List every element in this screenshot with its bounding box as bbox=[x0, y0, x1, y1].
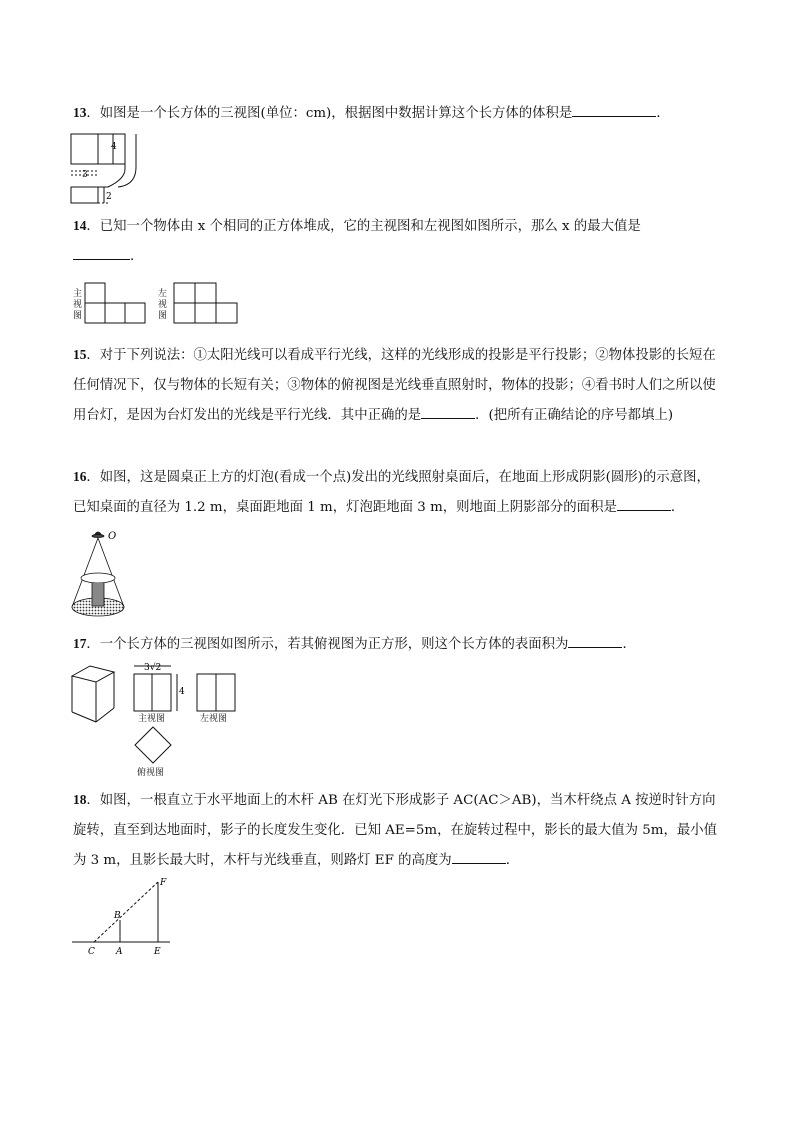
question-number: 14 bbox=[73, 218, 87, 233]
question-number: 13 bbox=[73, 105, 87, 120]
question-number: 15 bbox=[73, 347, 87, 362]
answer-blank[interactable] bbox=[452, 849, 506, 864]
question-text: ．如图，一根直立于水平地面上的木杆 AB 在灯光下形成影子 AC(AC＞AB)，当木杆绕点 A 按逆时针方向旋转，直至到达地面时，影子的长度发生变化．已知 AE=5m，在旋转过程中，影长的最大值为 5m，最小值为 3 m，且影长最大时，木杆与光线垂直，则路灯 EF 的高度为 bbox=[73, 793, 718, 868]
question-end: ． bbox=[622, 637, 636, 652]
question-end: ． bbox=[656, 106, 670, 121]
q17-left-view bbox=[196, 673, 238, 713]
left-view-label: 左视图 bbox=[158, 289, 168, 321]
label-F: F bbox=[160, 878, 167, 888]
question-number: 16 bbox=[73, 469, 87, 484]
question-end: ． bbox=[130, 249, 144, 264]
question-text: ．如图是一个长方体的三视图(单位：cm)，根据图中数据计算这个长方体的体积是 bbox=[86, 106, 573, 121]
front-view-label: 主视图 bbox=[138, 714, 166, 724]
label-C: C bbox=[88, 947, 95, 957]
question-number: 17 bbox=[73, 636, 87, 651]
label-B: B bbox=[114, 911, 121, 921]
answer-blank[interactable] bbox=[73, 245, 130, 260]
dim-width: 3√2 bbox=[144, 663, 162, 673]
dim-right: 2 bbox=[106, 192, 112, 202]
question-14 bbox=[73, 211, 723, 272]
question-text: ．已知一个物体由 x 个相同的正方体堆成，它的主视图和左视图如图所示，那么 x 的最大值是 bbox=[86, 219, 641, 234]
q14-left-view bbox=[173, 282, 239, 324]
question-16 bbox=[73, 462, 723, 523]
q17-top-view bbox=[133, 725, 175, 767]
top-view-label: 俯视图 bbox=[137, 768, 165, 778]
q17-cuboid bbox=[70, 664, 118, 726]
question-text: ．如图，这是圆桌正上方的灯泡(看成一个点)发出的光线照射桌面后，在地面上形成阴影(圆形)的示意图，已知桌面的直径为 1.2 m，桌面距地面 1 m，灯泡距地面 3 m，则地面上阴影部分的面积是 bbox=[73, 470, 710, 515]
q16-lamp-table-figure bbox=[70, 528, 130, 620]
q17-front-view bbox=[133, 662, 193, 712]
dim-height: 4 bbox=[179, 687, 185, 697]
question-text: ．对于下列说法：①太阳光线可以看成平行光线，这样的光线形成的投影是平行投影；②物体投影的长短在任何情况下，仅与物体的长短有关；③物体的俯视图是光线垂直照射时，物体的投影；④看书时人们之所以使用台灯，是因为台灯发出的光线是平行光线．其中正确的是 bbox=[73, 348, 716, 423]
left-view-label: 左视图 bbox=[200, 714, 228, 724]
answer-blank[interactable] bbox=[572, 102, 656, 117]
front-view-label: 主视图 bbox=[73, 289, 83, 321]
point-O: O bbox=[108, 531, 117, 542]
question-17 bbox=[73, 629, 723, 660]
question-end: ． bbox=[670, 500, 685, 515]
q18-pole-shadow-figure bbox=[70, 876, 180, 958]
question-text: ．一个长方体的三视图如图所示，若其俯视图为正方形，则这个长方体的表面积为 bbox=[86, 637, 569, 652]
dim-top: 4 bbox=[111, 142, 117, 152]
question-end: ．(把所有正确结论的序号都填上) bbox=[475, 408, 674, 423]
answer-blank[interactable] bbox=[421, 404, 475, 419]
q14-front-view bbox=[84, 282, 148, 324]
question-13 bbox=[73, 98, 723, 129]
label-A: A bbox=[116, 947, 123, 957]
question-18 bbox=[73, 785, 723, 876]
question-15 bbox=[73, 340, 723, 431]
label-E: E bbox=[154, 947, 161, 957]
dim-left: 3 bbox=[82, 170, 88, 180]
question-end: ． bbox=[505, 853, 520, 868]
q13-three-view-figure bbox=[70, 133, 145, 205]
answer-blank[interactable] bbox=[617, 496, 671, 511]
question-number: 18 bbox=[73, 792, 87, 807]
answer-blank[interactable] bbox=[568, 633, 622, 648]
